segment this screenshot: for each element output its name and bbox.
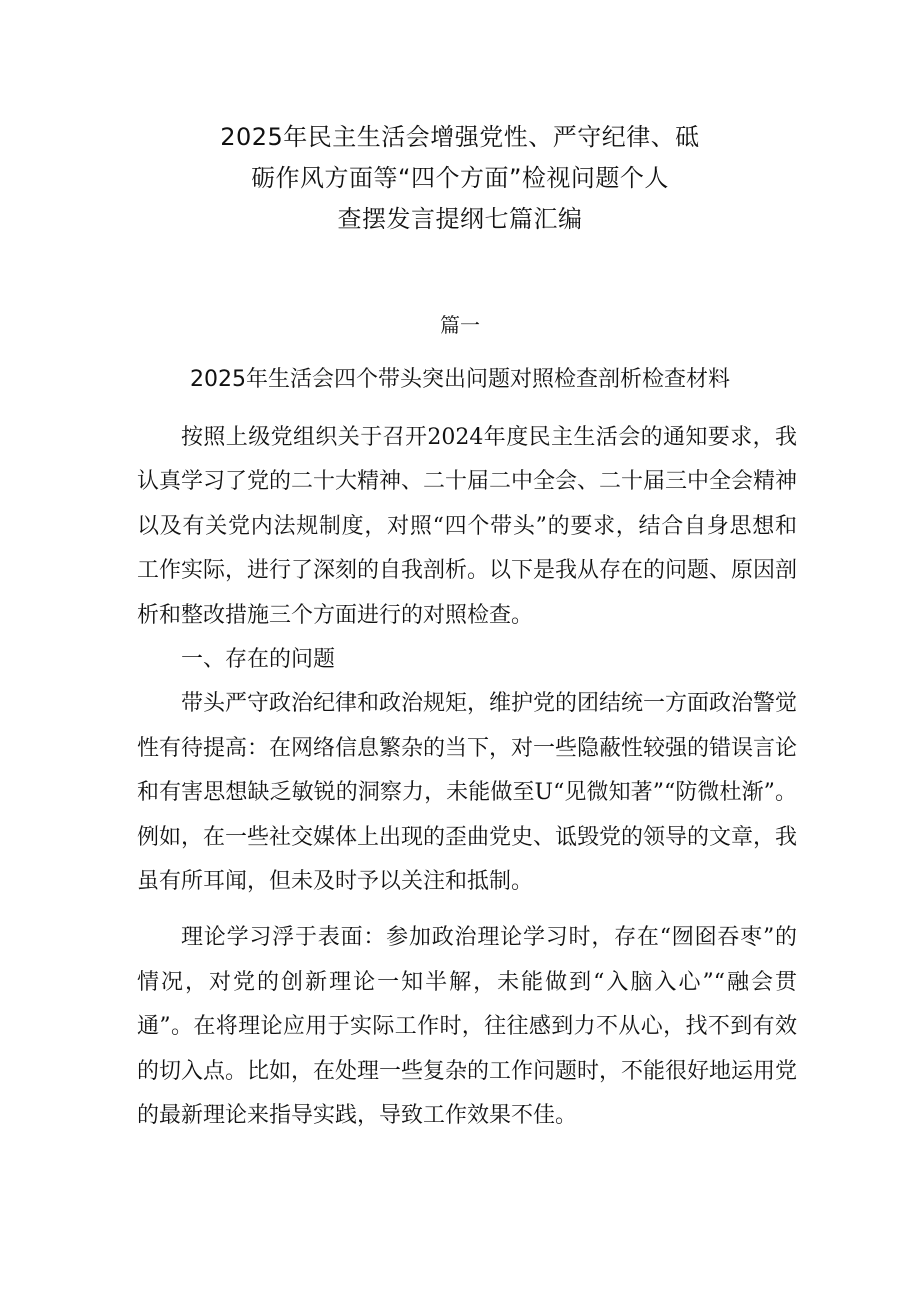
intro-paragraph: 按照上级党组织关于召开2024年度民主生活会的通知要求，我认真学习了党的二十大精神、二十届二中全会、二十届三中全会精神以及有关党内法规制度，对照“四个带头”的要求，结合自身思想和工作实际，进行了深刻的自我剖析。以下是我从存在的问题、原因剖析和整改措施三个方面进行的对照检查。 (137, 425, 798, 628)
title-line-1: 2025年民主生活会增强党性、严守纪律、砥 (220, 123, 700, 151)
title-line-3: 查摆发言提纲七篇汇编 (337, 205, 583, 233)
document-title (0, 117, 920, 240)
paragraph-spacer (137, 904, 797, 916)
body-paragraph: 理论学习浮于表面：参加政治理论学习时，存在“囫囵吞枣”的情况，对党的创新理论一知半解，未能做到“入脑入心”“融会贯通”。在将理论应用于实际工作时，往往感到力不从心，找不到有效的切入点。比如，在处理一些复杂的工作问题时，不能很好地运用党的最新理论来指导实践，导致工作效果不佳。 (137, 925, 798, 1129)
title-line-2: 砺作风方面等“四个方面”检视问题个人 (251, 164, 669, 192)
body-paragraph: 带头严守政治纪律和政治规矩，维护党的团结统一方面政治警觉性有待提高：在网络信息繁杂的当下，对一些隐蔽性较强的错误言论和有害思想缺乏敏锐的洞察力，未能做至U“见微知著”“防微杜渐”。例如，在一些社交媒体上出现的歪曲党史、诋毁党的领导的文章，我虽有所耳闻，但未及时予以关注和抵制。 (137, 691, 798, 895)
chapter-label: 篇一 (440, 313, 480, 337)
document-body (137, 416, 797, 1139)
section-heading: 一、存在的问题 (181, 647, 336, 673)
section-subtitle: 2025年生活会四个带头突出问题对照检查剖析检查材料 (190, 367, 730, 392)
